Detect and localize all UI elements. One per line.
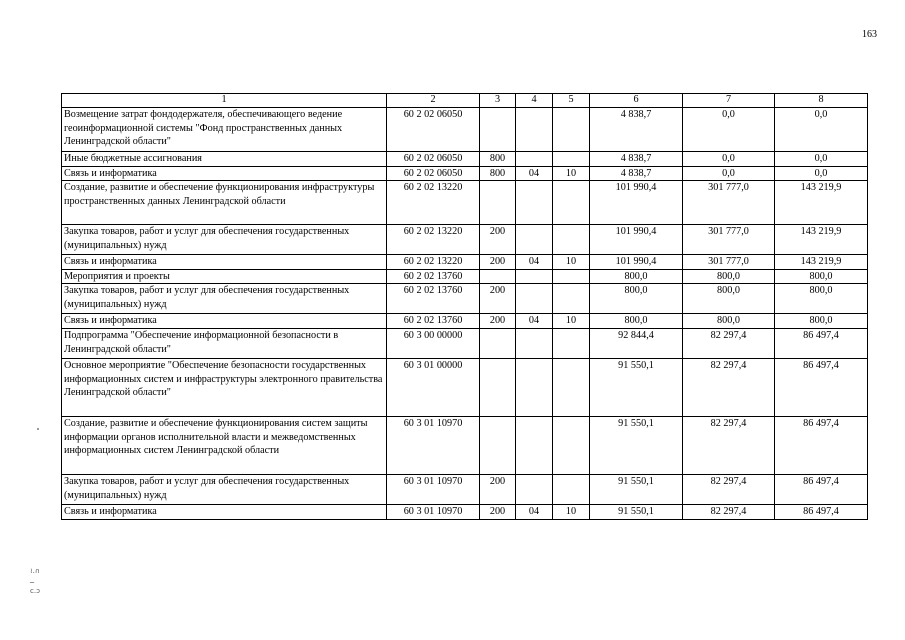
row-value-cell (480, 328, 516, 358)
row-name-cell: Связь и информатика (62, 166, 387, 181)
row-value-cell: 60 2 02 13220 (387, 181, 480, 225)
row-value-cell: 60 2 02 06050 (387, 152, 480, 167)
row-value-cell: 82 297,4 (683, 358, 775, 416)
row-value-cell: 60 2 02 13760 (387, 269, 480, 284)
row-value-cell (516, 474, 553, 504)
table-row (62, 328, 868, 358)
row-value-cell: 10 (553, 166, 590, 181)
row-name-cell: Связь и информатика (62, 504, 387, 519)
row-value-cell: 200 (480, 255, 516, 270)
row-value-cell (480, 416, 516, 474)
row-value-cell: 60 2 02 06050 (387, 108, 480, 152)
table-row (62, 166, 868, 181)
table-row (62, 255, 868, 270)
table-row (62, 152, 868, 167)
table-row (62, 474, 868, 504)
row-name-cell: Закупка товаров, работ и услуг для обеспечения государственных (муниципальных) нужд (62, 225, 387, 255)
row-value-cell: 60 3 01 00000 (387, 358, 480, 416)
row-value-cell: 800,0 (590, 314, 683, 329)
row-value-cell (516, 416, 553, 474)
row-value-cell: 4 838,7 (590, 166, 683, 181)
header-cell: 3 (480, 94, 516, 108)
row-value-cell: 800 (480, 166, 516, 181)
row-value-cell: 800,0 (590, 269, 683, 284)
row-name-cell: Создание, развитие и обеспечение функционирования инфраструктуры пространственных данных Ленинградской области (62, 181, 387, 225)
header-cell: 8 (775, 94, 868, 108)
row-value-cell (553, 181, 590, 225)
row-value-cell: 10 (553, 504, 590, 519)
row-value-cell: 92 844,4 (590, 328, 683, 358)
row-value-cell (553, 152, 590, 167)
row-value-cell (516, 225, 553, 255)
row-value-cell: 0,0 (775, 152, 868, 167)
row-value-cell: 301 777,0 (683, 181, 775, 225)
row-value-cell: 800,0 (683, 314, 775, 329)
row-value-cell (553, 474, 590, 504)
row-value-cell: 800,0 (775, 269, 868, 284)
row-name-cell: Иные бюджетные ассигнования (62, 152, 387, 167)
row-value-cell: 800,0 (683, 284, 775, 314)
row-value-cell: 0,0 (775, 166, 868, 181)
table-row (62, 504, 868, 519)
row-value-cell (516, 284, 553, 314)
row-value-cell: 60 2 02 13760 (387, 284, 480, 314)
row-value-cell (553, 284, 590, 314)
row-value-cell: 60 2 02 13220 (387, 225, 480, 255)
row-value-cell: 0,0 (775, 108, 868, 152)
table-row (62, 225, 868, 255)
row-value-cell (516, 358, 553, 416)
row-value-cell: 91 550,1 (590, 358, 683, 416)
row-value-cell: 143 219,9 (775, 225, 868, 255)
table-row (62, 108, 868, 152)
row-value-cell: 91 550,1 (590, 416, 683, 474)
row-value-cell (480, 181, 516, 225)
row-value-cell: 10 (553, 314, 590, 329)
row-value-cell: 82 297,4 (683, 504, 775, 519)
row-value-cell: 86 497,4 (775, 504, 868, 519)
row-value-cell: 86 497,4 (775, 416, 868, 474)
page-number: 163 (862, 29, 877, 40)
row-value-cell: 200 (480, 225, 516, 255)
row-value-cell (480, 269, 516, 284)
header-cell: 2 (387, 94, 480, 108)
row-value-cell: 60 2 02 13760 (387, 314, 480, 329)
row-name-cell: Подпрограмма "Обеспечение информационной безопасности в Ленинградской области" (62, 328, 387, 358)
row-value-cell: 86 497,4 (775, 474, 868, 504)
row-name-cell: Создание, развитие и обеспечение функционирования систем защиты информации органов исполнительной власти и межведомственных информационных систем Ленинградской области (62, 416, 387, 474)
row-value-cell: 800,0 (683, 269, 775, 284)
table-header-row (62, 94, 868, 108)
row-value-cell: 0,0 (683, 108, 775, 152)
row-value-cell: 143 219,9 (775, 255, 868, 270)
row-value-cell: 800 (480, 152, 516, 167)
row-value-cell: 800,0 (590, 284, 683, 314)
row-value-cell: 04 (516, 504, 553, 519)
row-value-cell (553, 416, 590, 474)
table-row (62, 416, 868, 474)
row-name-cell: Возмещение затрат фондодержателя, обеспечивающего ведение геоинформационной системы "Фонд пространственных данных Ленинградской области" (62, 108, 387, 152)
row-value-cell: 91 550,1 (590, 504, 683, 519)
row-value-cell (553, 269, 590, 284)
row-value-cell: 91 550,1 (590, 474, 683, 504)
row-value-cell: 10 (553, 255, 590, 270)
row-value-cell: 82 297,4 (683, 474, 775, 504)
row-value-cell: 86 497,4 (775, 358, 868, 416)
scan-speck (37, 428, 39, 430)
table-row (62, 269, 868, 284)
row-value-cell: 60 3 01 10970 (387, 504, 480, 519)
row-value-cell: 60 2 02 06050 (387, 166, 480, 181)
row-value-cell (553, 225, 590, 255)
row-value-cell: 200 (480, 504, 516, 519)
header-cell: 6 (590, 94, 683, 108)
row-value-cell: 200 (480, 314, 516, 329)
row-value-cell: 200 (480, 284, 516, 314)
row-value-cell: 04 (516, 255, 553, 270)
row-value-cell: 301 777,0 (683, 255, 775, 270)
row-value-cell: 143 219,9 (775, 181, 868, 225)
header-cell: 1 (62, 94, 387, 108)
header-cell: 5 (553, 94, 590, 108)
scan-marks: ≀.∩ ــ ᴄ.ↄ (30, 567, 40, 595)
row-value-cell: 0,0 (683, 166, 775, 181)
row-value-cell (553, 328, 590, 358)
budget-table (61, 93, 868, 520)
header-cell: 7 (683, 94, 775, 108)
row-value-cell: 60 3 01 10970 (387, 416, 480, 474)
table-row (62, 181, 868, 225)
row-name-cell: Основное мероприятие "Обеспечение безопасности государственных информационных систем и инфраструктуры электронного правительства Ленинградской области" (62, 358, 387, 416)
row-value-cell: 04 (516, 166, 553, 181)
row-value-cell (516, 108, 553, 152)
row-value-cell (480, 108, 516, 152)
row-value-cell: 60 3 01 10970 (387, 474, 480, 504)
header-cell: 4 (516, 94, 553, 108)
row-value-cell (516, 269, 553, 284)
row-name-cell: Мероприятия и проекты (62, 269, 387, 284)
row-value-cell: 60 2 02 13220 (387, 255, 480, 270)
row-value-cell: 4 838,7 (590, 108, 683, 152)
row-name-cell: Связь и информатика (62, 314, 387, 329)
row-value-cell: 82 297,4 (683, 328, 775, 358)
row-value-cell: 800,0 (775, 314, 868, 329)
row-value-cell: 800,0 (775, 284, 868, 314)
row-value-cell: 82 297,4 (683, 416, 775, 474)
row-value-cell (516, 328, 553, 358)
row-value-cell: 101 990,4 (590, 225, 683, 255)
row-value-cell: 200 (480, 474, 516, 504)
table-row (62, 358, 868, 416)
row-value-cell (516, 152, 553, 167)
row-value-cell (553, 108, 590, 152)
row-value-cell: 60 3 00 00000 (387, 328, 480, 358)
row-value-cell (553, 358, 590, 416)
row-value-cell: 04 (516, 314, 553, 329)
row-value-cell (516, 181, 553, 225)
row-value-cell (480, 358, 516, 416)
row-name-cell: Связь и информатика (62, 255, 387, 270)
row-value-cell: 0,0 (683, 152, 775, 167)
table-row (62, 284, 868, 314)
row-value-cell: 101 990,4 (590, 255, 683, 270)
row-value-cell: 4 838,7 (590, 152, 683, 167)
row-value-cell: 101 990,4 (590, 181, 683, 225)
row-value-cell: 86 497,4 (775, 328, 868, 358)
row-name-cell: Закупка товаров, работ и услуг для обеспечения государственных (муниципальных) нужд (62, 474, 387, 504)
table-row (62, 314, 868, 329)
row-name-cell: Закупка товаров, работ и услуг для обеспечения государственных (муниципальных) нужд (62, 284, 387, 314)
row-value-cell: 301 777,0 (683, 225, 775, 255)
